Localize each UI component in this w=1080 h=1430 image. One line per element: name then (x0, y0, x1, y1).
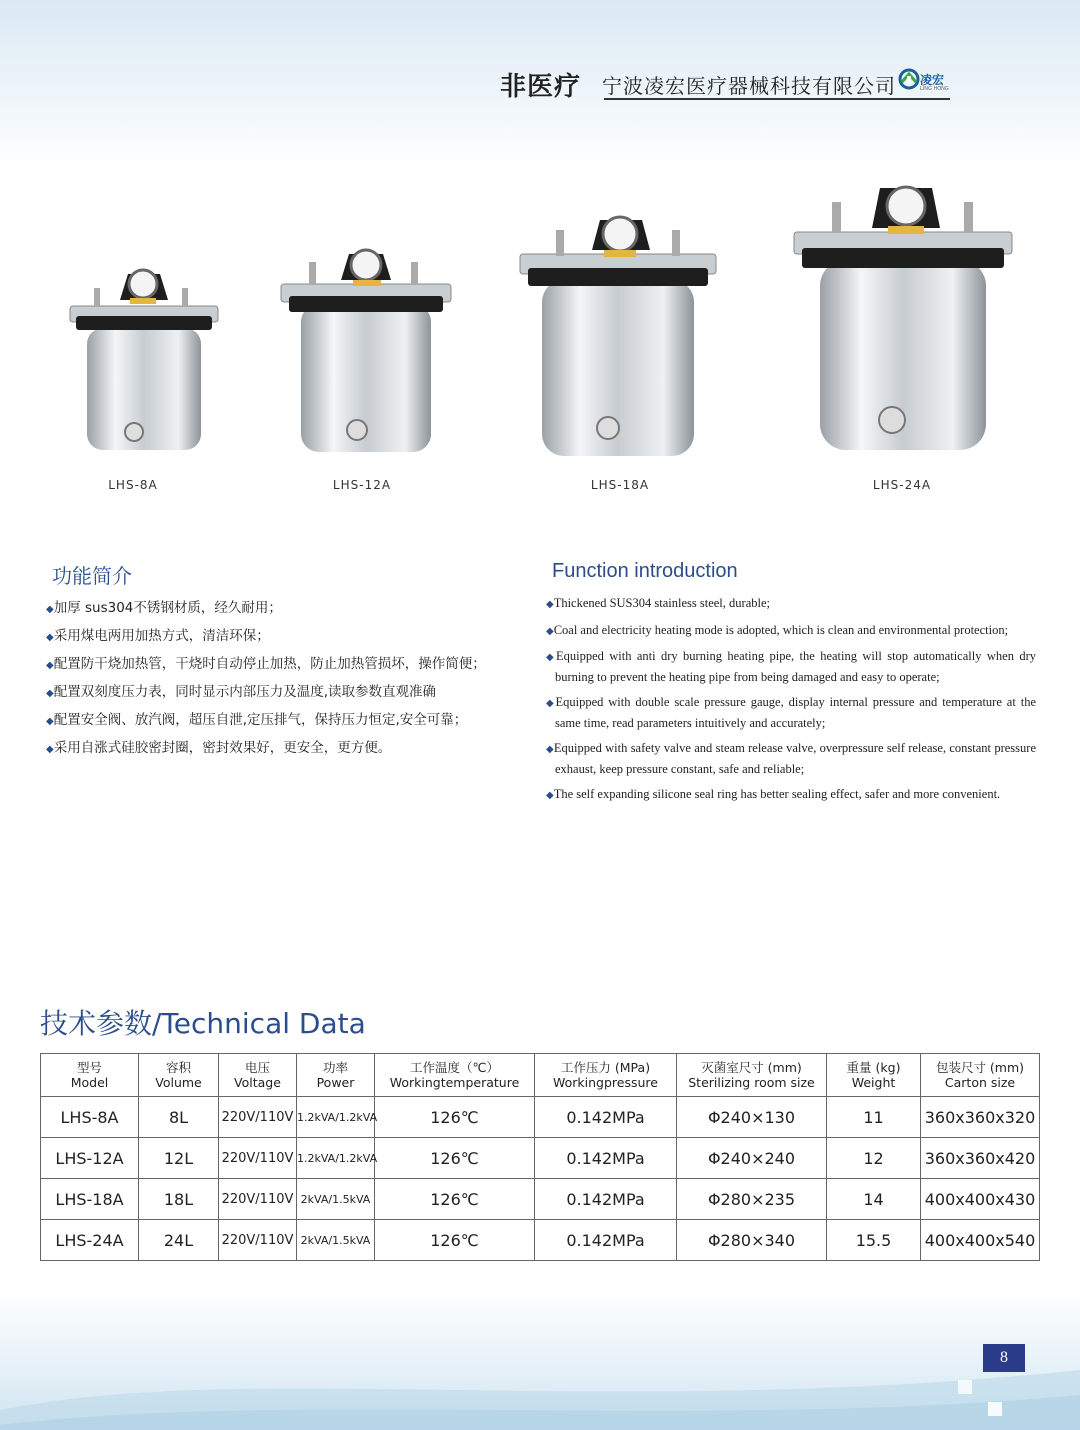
cell-model: LHS-24A (41, 1220, 139, 1261)
cell-power: 1.2kVA/1.2kVA (297, 1138, 375, 1179)
list-item: ◆配置双刻度压力表，同时显示内部压力及温度,读取参数直观准确 (46, 684, 436, 700)
table-row (41, 1097, 1040, 1138)
list-item: ◆配置防干烧加热管，干烧时自动停止加热，防止加热管损坏，操作简便； (46, 656, 486, 672)
technical-data-table (40, 1053, 1040, 1261)
table-row (41, 1220, 1040, 1261)
logo-text: 凌宏 (920, 73, 945, 87)
cell-carton-size: 360x360x420 (921, 1138, 1040, 1179)
bullet-icon: ◆ (46, 716, 54, 727)
company-logo (898, 68, 950, 96)
cell-working-temperature: 126℃ (375, 1138, 535, 1179)
footer-swoosh (0, 1350, 1080, 1430)
product-model-lhs-18a: LHS-18A (590, 478, 650, 492)
company-name: 宁波凌宏医疗器械科技有限公司 (602, 74, 896, 98)
bullet-icon: ◆ (46, 744, 54, 755)
cell-model: LHS-8A (41, 1097, 139, 1138)
cell-sterilizing-room-size: Φ280×340 (677, 1220, 827, 1261)
column-header-voltage: 电压 Voltage (219, 1054, 297, 1097)
cell-model: LHS-12A (41, 1138, 139, 1179)
column-header-power: 功率 Power (297, 1054, 375, 1097)
list-item: ◆Equipped with safety valve and steam release valve, overpressure self release, constant pressure exhaust, keep pressure constant, safe and reliable; (546, 741, 1036, 776)
product-model-lhs-8a: LHS-8A (108, 478, 158, 492)
page-header (500, 62, 960, 106)
cell-power: 2kVA/1.5kVA (297, 1220, 375, 1261)
cell-sterilizing-room-size: Φ240×130 (677, 1097, 827, 1138)
cell-volume: 18L (139, 1179, 219, 1220)
list-item: ◆加厚 sus304不锈钢材质，经久耐用； (46, 600, 282, 616)
bullet-icon: ◆ (46, 632, 54, 643)
list-item: ◆Equipped with double scale pressure gauge, display internal pressure and temperature at the same time, read parameters intuitively and accurately; (546, 695, 1036, 730)
cell-working-pressure: 0.142MPa (535, 1138, 677, 1179)
list-item: ◆The self expanding silicone seal ring has better sealing effect, safer and more convenient. (546, 787, 1001, 801)
technical-data-title: 技术参数/Technical Data (40, 1007, 366, 1040)
column-header-weight: 重量 (kg) Weight (827, 1054, 921, 1097)
product-model-lhs-24a: LHS-24A (872, 478, 932, 492)
function-title-cn: 功能简介 (52, 564, 132, 588)
cell-weight: 15.5 (827, 1220, 921, 1261)
column-header-volume: 容积 Volume (139, 1054, 219, 1097)
page-number: 8 (983, 1344, 1025, 1372)
bullet-icon: ◆ (546, 599, 554, 610)
function-title-en: Function introduction (552, 560, 738, 582)
logo-subtext: LING HONG (920, 86, 949, 92)
header-divider (604, 98, 950, 100)
list-item: ◆采用自涨式硅胶密封圈，密封效果好，更安全，更方便。 (46, 740, 392, 756)
cell-model: LHS-18A (41, 1179, 139, 1220)
cell-voltage: 220V/110V (219, 1138, 297, 1179)
column-header-model: 型号 Model (41, 1054, 139, 1097)
bullet-icon: ◆ (546, 790, 554, 801)
cell-volume: 12L (139, 1138, 219, 1179)
cell-weight: 14 (827, 1179, 921, 1220)
cell-power: 1.2kVA/1.2kVA (297, 1097, 375, 1138)
bullet-icon: ◆ (546, 698, 556, 709)
cell-weight: 11 (827, 1097, 921, 1138)
cell-working-pressure: 0.142MPa (535, 1220, 677, 1261)
column-header-carton-size: 包装尺寸 (mm) Carton size (921, 1054, 1040, 1097)
table-row (41, 1179, 1040, 1220)
cell-working-temperature: 126℃ (375, 1097, 535, 1138)
list-item: ◆配置安全阀、放汽阀，超压自泄,定压排气，保持压力恒定,安全可靠； (46, 712, 468, 728)
product-model-lhs-12a: LHS-12A (332, 478, 392, 492)
list-item: ◆采用煤电两用加热方式，清洁环保； (46, 628, 270, 644)
cell-volume: 24L (139, 1220, 219, 1261)
cell-power: 2kVA/1.5kVA (297, 1179, 375, 1220)
function-list-cn (46, 595, 546, 763)
bullet-icon: ◆ (546, 652, 556, 663)
bullet-icon: ◆ (46, 688, 54, 699)
cell-carton-size: 400x400x430 (921, 1179, 1040, 1220)
cell-weight: 12 (827, 1138, 921, 1179)
bullet-icon: ◆ (546, 744, 554, 755)
cell-volume: 8L (139, 1097, 219, 1138)
cell-working-temperature: 126℃ (375, 1220, 535, 1261)
cell-working-pressure: 0.142MPa (535, 1179, 677, 1220)
product-image-lhs-18a (518, 214, 718, 460)
non-medical-label: 非医疗 (500, 72, 582, 102)
cell-voltage: 220V/110V (219, 1220, 297, 1261)
cell-carton-size: 400x400x540 (921, 1220, 1040, 1261)
bullet-icon: ◆ (46, 660, 54, 671)
function-list-en (546, 594, 1036, 812)
cell-sterilizing-room-size: Φ280×235 (677, 1179, 827, 1220)
list-item: ◆Coal and electricity heating mode is adopted, which is clean and environmental protection; (546, 622, 1009, 637)
cell-carton-size: 360x360x320 (921, 1097, 1040, 1138)
logo-icon (898, 68, 920, 90)
product-image-lhs-12a (279, 248, 453, 456)
product-image-lhs-8a (66, 262, 220, 456)
column-header-working-temperature: 工作温度（℃） Workingtemperature (375, 1054, 535, 1097)
cell-working-temperature: 126℃ (375, 1179, 535, 1220)
table-header-row (41, 1054, 1040, 1097)
product-image-lhs-24a (792, 184, 1014, 454)
cell-voltage: 220V/110V (219, 1097, 297, 1138)
bullet-icon: ◆ (46, 604, 54, 615)
cell-working-pressure: 0.142MPa (535, 1097, 677, 1138)
list-item: ◆Thickened SUS304 stainless steel, durable; (546, 596, 770, 610)
cell-voltage: 220V/110V (219, 1179, 297, 1220)
bullet-icon: ◆ (546, 625, 554, 637)
column-header-sterilizing-room-size: 灭菌室尺寸 (mm) Sterilizing room size (677, 1054, 827, 1097)
cell-sterilizing-room-size: Φ240×240 (677, 1138, 827, 1179)
table-row (41, 1138, 1040, 1179)
column-header-working-pressure: 工作压力 (MPa) Workingpressure (535, 1054, 677, 1097)
list-item: ◆Equipped with anti dry burning heating pipe, the heating will stop automatically when dry burning to prevent the heating pipe from being damaged and easy to operate; (546, 649, 1036, 684)
